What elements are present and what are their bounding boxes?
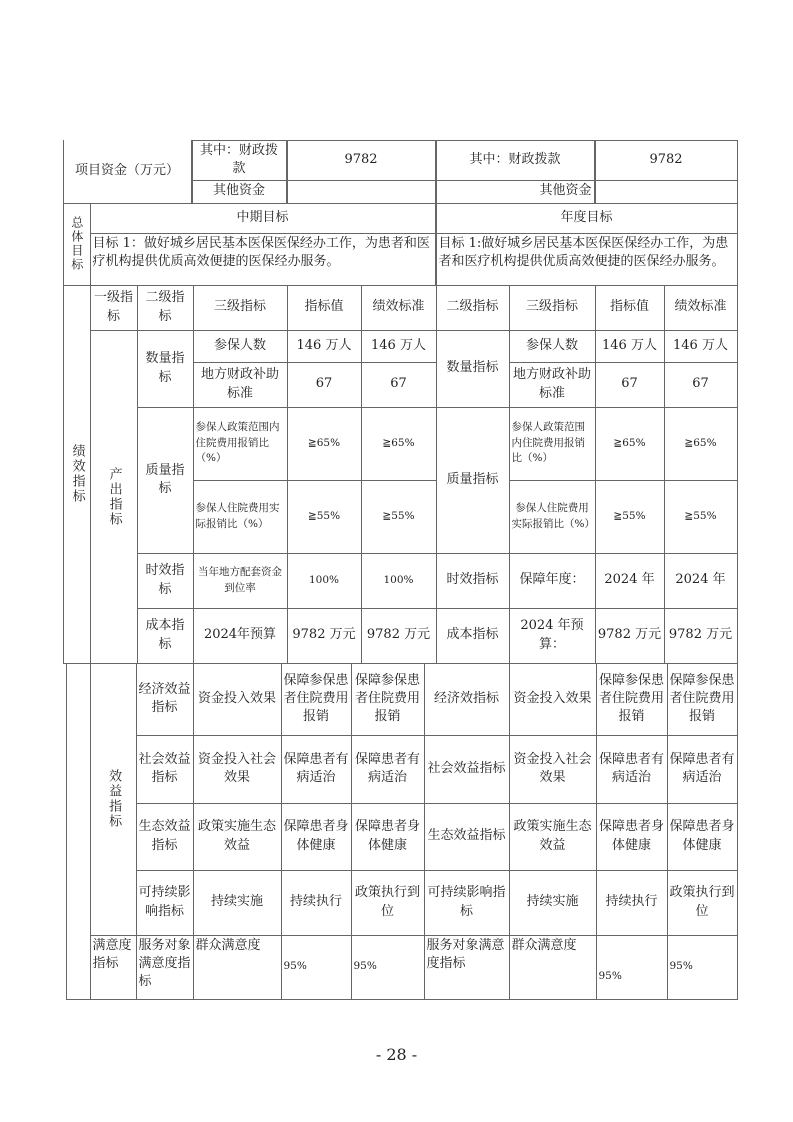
benefit-standard-cell-right: 政策执行到位 (667, 870, 738, 936)
l3-cell: 参保人政策范围内住院费用报销比（%） (193, 407, 288, 481)
benefit-l2-cell: 可持续影响指标 (136, 870, 194, 936)
satisfaction-standard-right: 95% (667, 935, 738, 1000)
l3-cell-right: 地方财政补助标准 (509, 362, 596, 408)
benefit-standard-cell: 政策执行到位 (351, 870, 425, 936)
l3-cell-right: 参保人数 (509, 330, 596, 363)
funds-label: 项目资金（万元） (63, 140, 192, 204)
header-standard-right: 绩效标准 (664, 285, 738, 331)
benefit-l3-cell: 资金投入效果 (193, 663, 282, 736)
page-number: - 28 - (375, 1045, 418, 1064)
benefit-l3-cell: 持续实施 (193, 870, 282, 936)
l3-cell-right: 参保人住院费用实际报销比（%） (509, 480, 596, 554)
l3-cell: 2024年预算 (193, 608, 288, 664)
standard-cell: 67 (361, 362, 437, 408)
l3-cell-right: 2024 年预算： (509, 608, 596, 664)
value-cell-right: ≧55% (595, 480, 665, 554)
other-funds-label-right: 其他资金 (436, 180, 595, 204)
satisfaction-l3-right: 群众满意度 (509, 935, 597, 1000)
header-level3: 三级指标 (193, 285, 288, 331)
quality-indicator: 质量指标 (137, 407, 194, 554)
performance-indicator-continued (66, 663, 91, 1000)
value-cell: ≧65% (287, 407, 362, 481)
standard-cell: ≧65% (361, 407, 437, 481)
overall-goal-label: 总体目标 (63, 203, 91, 286)
value-cell-right: 146 万人 (595, 330, 665, 363)
mid-term-goal-text: 目标 1：做好城乡居民基本医保医保经办工作，为患者和医疗机构提供优质高效便捷的医保经办服务。 (90, 233, 436, 286)
standard-cell-right: ≧55% (664, 480, 738, 554)
benefit-l2-cell: 经济效益指标 (136, 663, 194, 736)
cost-indicator-right: 成本指标 (436, 608, 510, 664)
fiscal-label-right: 其中：财政拨款 (436, 140, 595, 181)
value-cell: 100% (287, 553, 362, 609)
benefit-value-cell-right: 保障患者有病适治 (596, 735, 668, 804)
benefit-standard-cell-right: 保障参保患者住院费用报销 (667, 663, 738, 736)
header-level3-right: 三级指标 (509, 285, 596, 331)
benefit-value-cell-right: 保障参保患者住院费用报销 (596, 663, 668, 736)
timeliness-indicator: 时效指标 (137, 553, 194, 609)
other-funds-value (287, 180, 436, 204)
benefit-standard-cell-right: 保障患者有病适治 (667, 735, 738, 804)
fiscal-value: 9782 (287, 140, 436, 181)
satisfaction-l2: 服务对象满意度指标 (136, 935, 194, 1000)
benefit-l3-cell: 政策实施生态效益 (193, 803, 282, 871)
benefit-value-cell: 保障参保患者住院费用报销 (281, 663, 352, 736)
satisfaction-value: 95% (281, 935, 352, 1000)
satisfaction-indicator-label: 满意度指标 (90, 935, 137, 1000)
satisfaction-l3: 群众满意度 (193, 935, 282, 1000)
l3-cell: 地方财政补助标准 (193, 362, 288, 408)
benefit-l3-cell-right: 资金投入效果 (509, 663, 597, 736)
benefit-l3-cell: 资金投入社会效果 (193, 735, 282, 804)
value-cell: ≧55% (287, 480, 362, 554)
standard-cell: 146 万人 (361, 330, 437, 363)
benefit-value-cell-right: 持续执行 (596, 870, 668, 936)
benefit-standard-cell: 保障患者有病适治 (351, 735, 425, 804)
quantity-indicator-right: 数量指标 (436, 330, 510, 408)
header-level2: 二级指标 (137, 285, 194, 331)
benefit-value-cell: 持续执行 (281, 870, 352, 936)
satisfaction-value-right: 95% (596, 935, 668, 1000)
timeliness-indicator-right: 时效指标 (436, 553, 510, 609)
standard-cell-right: 67 (664, 362, 738, 408)
standard-cell: 100% (361, 553, 437, 609)
benefit-l2-cell: 生态效益指标 (136, 803, 194, 871)
benefit-l2-cell-right: 社会效益指标 (424, 735, 510, 804)
standard-cell-right: ≧65% (664, 407, 738, 481)
value-cell: 146 万人 (287, 330, 362, 363)
value-cell-right: ≧65% (595, 407, 665, 481)
other-funds-value-right (595, 180, 738, 204)
mid-term-goal-header: 中期目标 (90, 203, 436, 234)
benefit-l2-cell-right: 可持续影响指标 (424, 870, 510, 936)
header-value-right: 指标值 (595, 285, 665, 331)
output-indicator-label: 产出指标 (90, 330, 138, 664)
value-cell-right: 67 (595, 362, 665, 408)
benefit-l2-cell-right: 生态效益指标 (424, 803, 510, 871)
benefit-standard-cell: 保障患者身体健康 (351, 803, 425, 871)
value-cell-right: 9782 万元 (595, 608, 665, 664)
standard-cell-right: 2024 年 (664, 553, 738, 609)
quantity-indicator: 数量指标 (137, 330, 194, 408)
benefit-l2-cell: 社会效益指标 (136, 735, 194, 804)
annual-goal-text: 目标 1:做好城乡居民基本医保医保经办工作，为患者和医疗机构提供优质高效便捷的医保经办服务。 (436, 233, 738, 286)
l3-cell-right: 保障年度： (509, 553, 596, 609)
benefit-value-cell-right: 保障患者身体健康 (596, 803, 668, 871)
standard-cell-right: 9782 万元 (664, 608, 738, 664)
header-level2-right: 二级指标 (436, 285, 510, 331)
value-cell-right: 2024 年 (595, 553, 665, 609)
standard-cell: 9782 万元 (361, 608, 437, 664)
benefit-l2-cell-right: 经济效指标 (424, 663, 510, 736)
l3-cell: 参保人数 (193, 330, 288, 363)
header-standard: 绩效标准 (361, 285, 437, 331)
benefit-l3-cell-right: 政策实施生态效益 (509, 803, 597, 871)
cost-indicator: 成本指标 (137, 608, 194, 664)
annual-goal-header: 年度目标 (436, 203, 738, 234)
fiscal-label: 其中：财政拨款 (192, 140, 287, 181)
l3-cell: 当年地方配套资金到位率 (193, 553, 288, 609)
standard-cell-right: 146 万人 (664, 330, 738, 363)
benefit-indicator-label: 效益指标 (90, 663, 137, 936)
header-level1: 一级指标 (90, 285, 138, 331)
fiscal-value-right: 9782 (595, 140, 738, 181)
benefit-standard-cell: 保障参保患者住院费用报销 (351, 663, 425, 736)
performance-indicator-label: 绩效指标 (63, 285, 91, 664)
value-cell: 67 (287, 362, 362, 408)
benefit-value-cell: 保障患者身体健康 (281, 803, 352, 871)
satisfaction-l2-right: 服务对象满意度指标 (424, 935, 510, 1000)
benefit-l3-cell-right: 资金投入社会效果 (509, 735, 597, 804)
other-funds-label: 其他资金 (192, 180, 287, 204)
value-cell: 9782 万元 (287, 608, 362, 664)
header-value: 指标值 (287, 285, 362, 331)
benefit-value-cell: 保障患者有病适治 (281, 735, 352, 804)
satisfaction-standard: 95% (351, 935, 425, 1000)
standard-cell: ≧55% (361, 480, 437, 554)
l3-cell: 参保人住院费用实际报销比（%） (193, 480, 288, 554)
quality-indicator-right: 质量指标 (436, 407, 510, 554)
l3-cell-right: 参保人政策范围内住院费用报销比（%） (509, 407, 596, 481)
benefit-l3-cell-right: 持续实施 (509, 870, 597, 936)
benefit-standard-cell-right: 保障患者身体健康 (667, 803, 738, 871)
